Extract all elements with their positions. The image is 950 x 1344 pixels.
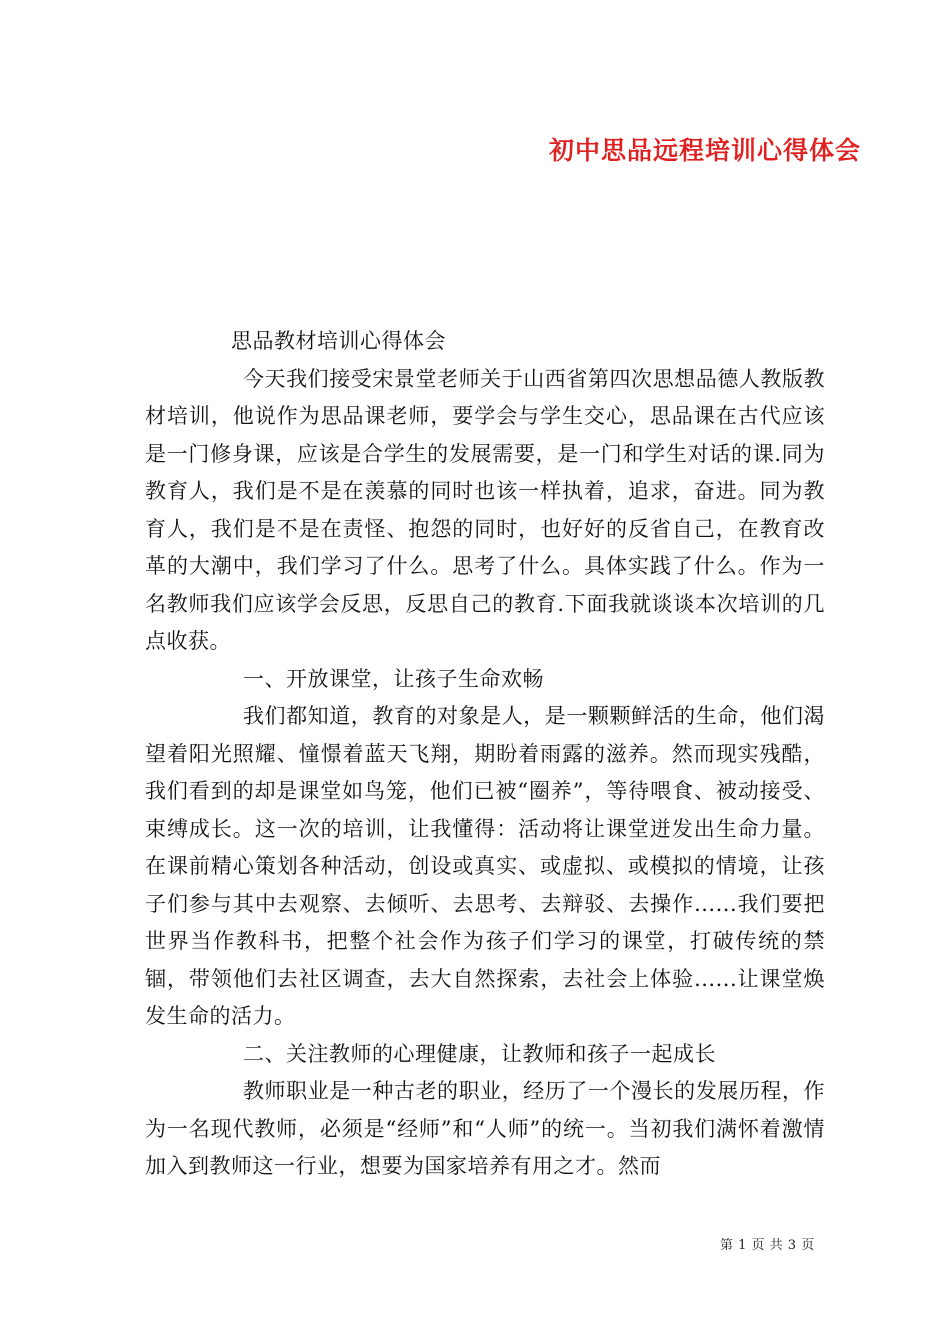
page-number-footer: 第 1 页 共 3 页 [720,1238,815,1253]
section-1-heading: 一、开放课堂，让孩子生命欢畅 [243,666,544,691]
intro-paragraph: 今天我们接受宋景堂老师关于山西省第四次思想品德人教版教材培训，他说作为思品课老师，要学会与学生交心，思品课在古代应该是一门修身课，应该是合学生的发展需要，是一门和学生对话的课.同为教育人，我们是不是在羡慕的同时也该一样执着，追求，奋进。同为教育人，我们是不是在责怪、抱怨的同时，也好好的反省自己，在教育改革的大潮中，我们学习了什么。思考了什么。具体实践了什么。作为一名教师我们应该学会反思，反思自己的教育.下面我就谈谈本次培训的几点收获。 [145,366,825,653]
document-subtitle: 思品教材培训心得体会 [231,329,446,353]
section-2-paragraph: 教师职业是一种古老的职业，经历了一个漫长的发展历程，作为一名现代教师，必须是“经师”和“人师”的统一。当初我们满怀着激情加入到教师这一行业，想要为国家培养有用之才。然而 [145,1079,825,1178]
section-1-paragraph: 我们都知道，教育的对象是人，是一颗颗鲜活的生命，他们渴望着阳光照耀、憧憬着蓝天飞翔，期盼着雨露的滋养。然而现实残酷，我们看到的却是课堂如鸟笼，他们已被“圈养”，等待喂食、被动接受、束缚成长。这一次的培训，让我懂得：活动将让课堂迸发出生命力量。在课前精心策划各种活动，创设或真实、或虚拟、或模拟的情境，让孩子们参与其中去观察、去倾听、去思考、去辩驳、去操作......我们要把世界当作教科书，把整个社会作为孩子们学习的课堂，打破传统的禁锢，带领他们去社区调查，去大自然探索，去社会上体验......让课堂焕发生命的活力。 [145,704,825,1028]
document-title-text: 初中思品远程培训心得体会 [548,136,861,165]
document-title [0,131,950,167]
section-2-heading: 二、关注教师的心理健康，让教师和孩子一起成长 [243,1041,716,1066]
document-body [145,323,825,1186]
